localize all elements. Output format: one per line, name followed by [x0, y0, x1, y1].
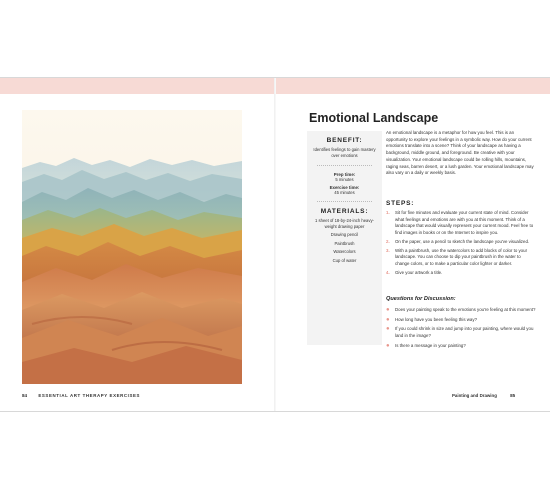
questions-list	[386, 307, 536, 353]
step-number: 4.	[386, 269, 390, 275]
section-name: Painting and Drawing	[452, 393, 497, 398]
bullet-icon: ●	[386, 326, 390, 333]
step-text: With a paintbrush, use the watercolors to add blocks of color to your landscape. You can choose to dip your paintbrush in the water to change colors, or to make a particular color lighter or darker.	[395, 247, 528, 266]
right-footer	[452, 393, 515, 398]
exercise-info-sidebar	[307, 131, 382, 345]
prep-time-label: Prep time:	[333, 172, 356, 177]
book-spread	[0, 77, 550, 412]
question-item	[386, 343, 536, 350]
step-item	[386, 239, 536, 246]
step-text: On the paper, use a pencil to sketch the landscape you've visualized.	[395, 238, 530, 244]
material-item: Paintbrush	[334, 240, 355, 246]
prep-time-value: 5 minutes	[335, 177, 354, 182]
intro-paragraph-box	[386, 130, 534, 177]
step-item	[386, 248, 536, 268]
step-item	[386, 210, 536, 237]
steps-list	[386, 210, 536, 278]
page-title: Emotional Landscape	[309, 111, 439, 125]
right-page-number: 85	[510, 393, 516, 398]
left-footer	[22, 393, 140, 398]
left-page-number: 84	[22, 393, 28, 398]
divider	[317, 201, 372, 202]
question-item	[386, 326, 536, 339]
material-item: Watercolors	[333, 249, 356, 255]
question-text: How long have you been feeling this way?	[395, 316, 478, 322]
step-number: 3.	[386, 247, 390, 253]
question-text: If you could shrink in size and jump into your painting, where would you land in the image?	[395, 326, 534, 339]
painting-svg	[22, 110, 242, 384]
material-item: 1 sheet of 18-by-24-inch heavy-weight drawing paper	[315, 218, 374, 229]
step-number: 2.	[386, 238, 390, 244]
question-text: Is there a message in your painting?	[395, 342, 466, 348]
step-text: Sit for five minutes and evaluate your current state of mind. Consider what feelings and emotions are with you at this moment. Think of a landscape that would visually represent your current mood. Feel free to find images in books or on the Internet to inspire you.	[395, 210, 534, 236]
step-text: Give your artwork a title.	[395, 269, 443, 275]
benefit-heading: BENEFIT:	[326, 137, 363, 144]
materials-heading: MATERIALS:	[320, 208, 369, 215]
question-text: Does your painting speak to the emotions you're feeling at this moment?	[395, 307, 536, 312]
bullet-icon: ●	[386, 307, 390, 313]
question-item	[386, 317, 536, 324]
bullet-icon: ●	[386, 316, 390, 323]
page-gutter	[274, 78, 276, 411]
benefit-text: Identifies feelings to gain mastery over emotions	[313, 147, 376, 158]
intro-paragraph: An emotional landscape is a metaphor for how you feel. This is an opportunity to explore your feelings in a symbolic way. How do your current emotions translate into a scene? Think of your landscape as having a background, middle ground, and foreground. Be creative with your visualization. Your emotional landscape could be rolling hills, mountains, raging seas, barren desert, or a lush garden. Your emotional landscape may also vary on a daily or weekly basis.	[386, 130, 534, 176]
bullet-icon: ●	[386, 342, 390, 349]
steps-heading: STEPS:	[386, 200, 415, 207]
question-item	[386, 307, 536, 314]
exercise-time-label: Exercise time:	[329, 185, 360, 190]
running-title: ESSENTIAL ART THERAPY EXERCISES	[38, 393, 141, 398]
divider	[317, 165, 372, 166]
step-number: 1.	[386, 210, 390, 215]
step-item	[386, 270, 536, 277]
watercolor-landscape-painting	[22, 110, 242, 384]
material-item: Cup of water	[332, 257, 357, 263]
questions-heading: Questions for Discussion:	[386, 296, 456, 302]
material-item: Drawing pencil	[330, 232, 359, 238]
exercise-time-value: 45 minutes	[334, 190, 355, 195]
